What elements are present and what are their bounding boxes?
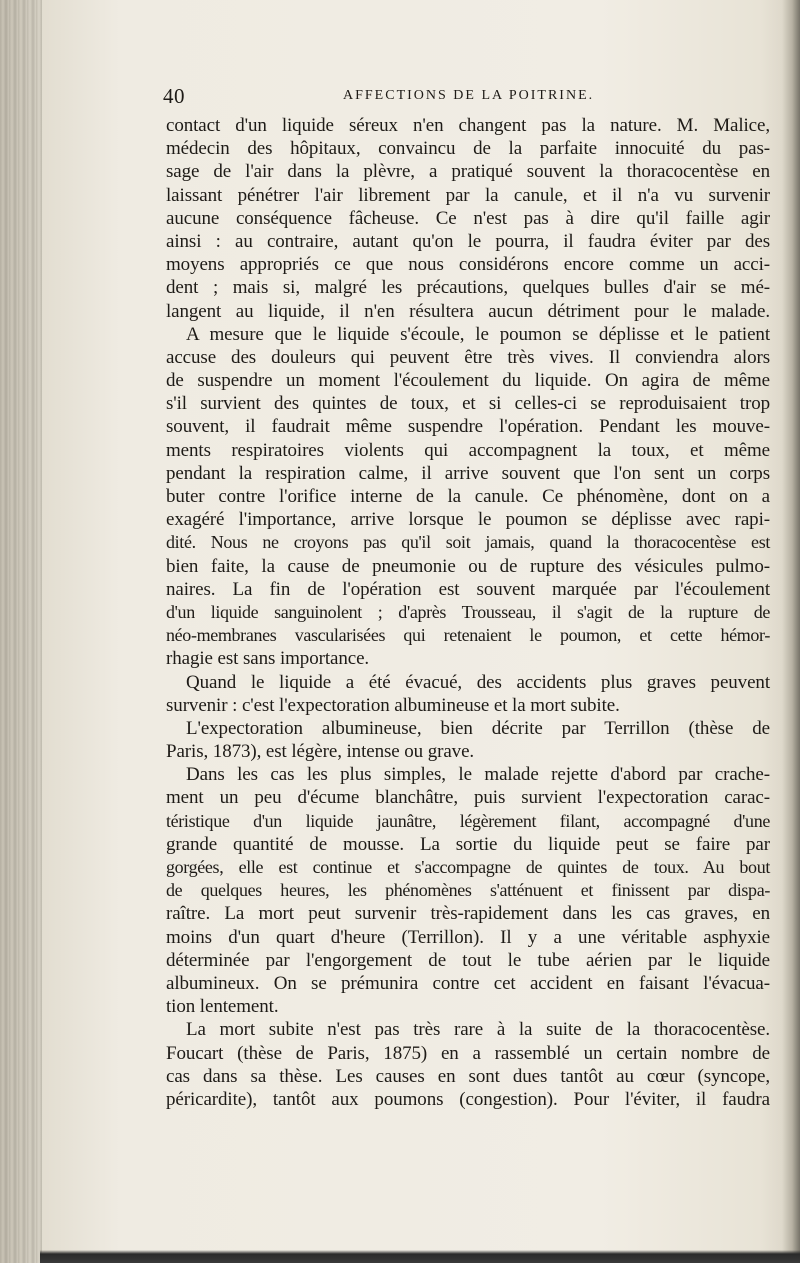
text-line: La mort subite n'est pas très rare à la suite de la thoracocentèse. [186,1019,770,1041]
text-line: ments respiratoires violents qui accompagnent la toux, et même [166,439,770,461]
text-line: moins d'un quart d'heure (Terrillon). Il y a une véritable asphyxie [166,926,770,948]
text-line: s'il survient des quintes de toux, et si celles-ci se reproduisaient trop [166,393,770,415]
text-line: Foucart (thèse de Paris, 1875) en a rassemblé un certain nombre de [166,1042,770,1064]
text-line: sage de l'air dans la plèvre, a pratiqué souvent la thoracocentèse en [166,161,770,183]
text-line: exagéré l'importance, arrive lorsque le poumon se déplisse avec rapi- [166,509,770,531]
text-line: Paris, 1873), est légère, intense ou grave. [166,741,475,763]
running-title: AFFECTIONS DE LA POITRINE. [343,88,595,103]
text-line: L'expectoration albumineuse, bien décrite par Terrillon (thèse de [186,717,770,739]
text-line: néo-membranes vascularisées qui retenaient le poumon, et cette hémor- [166,625,770,646]
text-line: médecin des hôpitaux, convaincu de la parfaite innocuité du pas- [166,138,770,160]
running-head [163,84,783,108]
page-edge [782,0,800,1263]
text-line: de suspendre un moment l'écoulement du liquide. On agira de même [166,370,770,392]
text-line: raître. La mort peut survenir très-rapidement dans les cas graves, en [166,903,770,925]
text-line: souvent, il faudrait même suspendre l'opération. Pendant les mouve- [166,416,770,438]
text-line: ainsi : au contraire, autant qu'on le pourra, il faudra éviter par des [166,230,770,252]
text-line: pendant la respiration calme, il arrive souvent que l'on sent un corps [166,462,770,484]
text-line: aucune conséquence fâcheuse. Ce n'est pas à dire qu'il faille agir [166,207,770,229]
text-line: gorgées, elle est continue et s'accompagne de quintes de toux. Au bout [166,857,770,877]
text-line: cas dans sa thèse. Les causes en sont dues tantôt au cœur (syncope, [166,1065,770,1087]
text-line: buter contre l'orifice interne de la canule. Ce phénomène, dont on a [166,486,770,507]
body-text [166,114,770,1111]
text-line: naires. La fin de l'opération est souvent marquée par l'écoulement [166,578,770,600]
text-line: d'un liquide sanguinolent ; d'après Trousseau, il s'agit de la rupture de [166,601,770,622]
text-line: téristique d'un liquide jaunâtre, légèrement filant, accompagné d'une [166,810,770,831]
text-line: déterminée par l'engorgement de tout le tube aérien par le liquide [166,949,770,971]
text-line: contact d'un liquide séreux n'en changent pas la nature. M. Malice, [166,115,770,136]
scan-border [40,1250,800,1263]
text-line: Dans les cas les plus simples, le malade rejette d'abord par crache- [186,764,770,786]
text-line: dent ; mais si, malgré les précautions, quelques bulles d'air se mé- [166,277,770,299]
page-number: 40 [163,84,185,108]
text-line: tion lentement. [166,996,279,1018]
binding-shadow [0,0,42,1263]
text-line: A mesure que le liquide s'écoule, le poumon se déplisse et le patient [186,323,770,345]
text-line: albumineux. On se prémunira contre cet accident en faisant l'évacua- [166,972,770,994]
text-line: grande quantité de mousse. La sortie du liquide peut se faire par [166,833,770,855]
text-line: dité. Nous ne croyons pas qu'il soit jamais, quand la thoracocentèse est [166,532,770,553]
text-line: bien faite, la cause de pneumonie ou de rupture des vésicules pulmo- [166,555,770,577]
text-line: ment un peu d'écume blanchâtre, puis survient l'expectoration carac- [166,787,770,809]
text-line: accuse des douleurs qui peuvent être très vives. Il conviendra alors [166,346,770,368]
text-line: langent au liquide, il n'en résultera aucun détriment pour le malade. [166,300,770,322]
text-line: rhagie est sans importance. [166,648,370,670]
text-line: de quelques heures, les phénomènes s'atténuent et finissent par dispa- [166,880,770,901]
text-line: survenir : c'est l'expectoration albumineuse et la mort subite. [166,694,620,716]
text-line: moyens appropriés ce que nous considérons encore comme un acci- [166,254,770,276]
text-line: laissant pénétrer l'air librement par la canule, et il n'a vu survenir [166,184,770,206]
text-line: péricardite), tantôt aux poumons (congestion). Pour l'éviter, il faudra [166,1088,770,1110]
text-line: Quand le liquide a été évacué, des accidents plus graves peuvent [186,671,770,693]
